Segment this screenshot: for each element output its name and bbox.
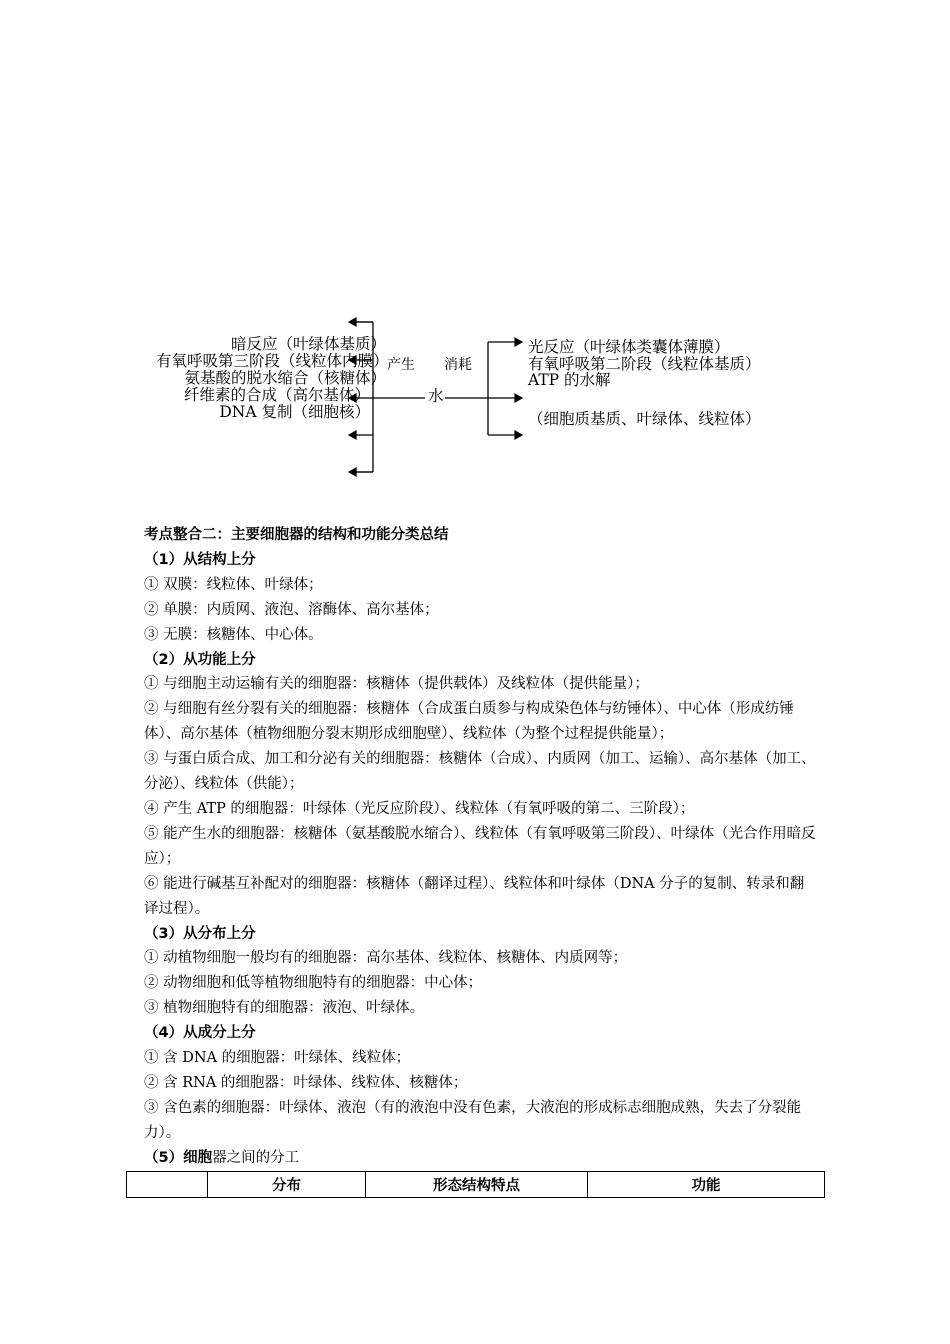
function-title: （2）从功能上分 [144,651,256,668]
distribution-title: （3）从分布上分 [144,925,256,942]
consume-label: 消耗 [444,357,472,373]
right-item: （细胞质基质、叶绿体、线粒体） [528,410,761,428]
water-diagram [0,0,950,500]
list-item: ② 动物细胞和低等植物细胞特有的细胞器：中心体； [144,975,483,992]
composition-title: （4）从成分上分 [144,1025,256,1042]
table-header-cell: 形态结构特点 [366,1172,588,1198]
list-item: ⑤ 能产生水的细胞器：核糖体（氨基酸脱水缩合）、线粒体（有氧呼吸第三阶段）、叶绿体（光合作用暗反应）； [144,825,816,867]
table-header-cell: 分布 [208,1172,366,1198]
left-item: 有氧呼吸第三阶段（线粒体内膜） [156,352,389,370]
diagram-lines [0,0,950,500]
right-item: 有氧呼吸第二阶段（线粒体基质） [528,355,761,373]
section-title: 考点整合二：主要细胞器的结构和功能分类总结 [144,527,449,543]
right-item: ATP 的水解 [528,371,611,389]
division-title-rest: 器之间的分工 [212,1149,300,1166]
produce-label: 产生 [387,357,415,373]
division-title-bold: （5）细胞 [144,1149,213,1166]
left-item: 纤维素的合成（高尔基体） [183,386,370,404]
division-title [144,1146,816,1171]
list-item: ① 动植物细胞一般均有的细胞器：高尔基体、线粒体、核糖体、内质网等； [144,950,628,967]
organelle-summary [144,523,816,1171]
table-header-row [127,1172,825,1198]
list-item: ③ 无膜：核糖体、中心体。 [144,626,323,643]
left-item: DNA 复制（细胞核） [219,403,370,421]
list-item: ④ 产生 ATP 的细胞器：叶绿体（光反应阶段）、线粒体（有氧呼吸的第二、三阶段）； [144,800,695,817]
list-item: ③ 与蛋白质合成、加工和分泌有关的细胞器：核糖体（合成）、内质网（加工、运输）、高尔基体（加工、分泌）、线粒体（供能）； [144,751,816,793]
list-item: ② 与细胞有丝分裂有关的细胞器：核糖体（合成蛋白质参与构成染色体与纺锤体）、中心体（形成纺锤体）、高尔基体（植物细胞分裂末期形成细胞壁）、线粒体（为整个过程提供能量）； [144,701,794,743]
list-item: ① 与细胞主动运输有关的细胞器：核糖体（提供载体）及线粒体（提供能量）； [144,676,649,693]
organelle-table [126,1171,825,1198]
list-item: ② 单膜：内质网、液泡、溶酶体、高尔基体； [144,601,439,618]
table-header-cell: 功能 [588,1172,825,1198]
list-item: ③ 含色素的细胞器：叶绿体、液泡（有的液泡中没有色素，大液泡的形成标志细胞成熟，失去了分裂能力）。 [144,1099,802,1141]
left-item: 氨基酸的脱水缩合（核糖体） [184,369,386,387]
list-item: ③ 植物细胞特有的细胞器：液泡、叶绿体。 [144,1000,425,1017]
table-header-cell [127,1172,208,1198]
structure-title: （1）从结构上分 [144,551,256,568]
list-item: ① 双膜：线粒体、叶绿体； [144,576,323,593]
list-item: ⑥ 能进行碱基互补配对的细胞器：核糖体（翻译过程）、线粒体和叶绿体（DNA 分子的复制、转录和翻译过程）。 [144,875,805,917]
center-label-water: 水 [428,387,444,405]
list-item: ① 含 DNA 的细胞器：叶绿体、线粒体； [144,1050,411,1067]
list-item: ② 含 RNA 的细胞器：叶绿体、线粒体、核糖体； [144,1074,468,1091]
right-item: 光反应（叶绿体类囊体薄膜） [528,338,730,356]
right-arrows [488,338,522,439]
left-item: 暗反应（叶绿体基质） [230,335,386,353]
